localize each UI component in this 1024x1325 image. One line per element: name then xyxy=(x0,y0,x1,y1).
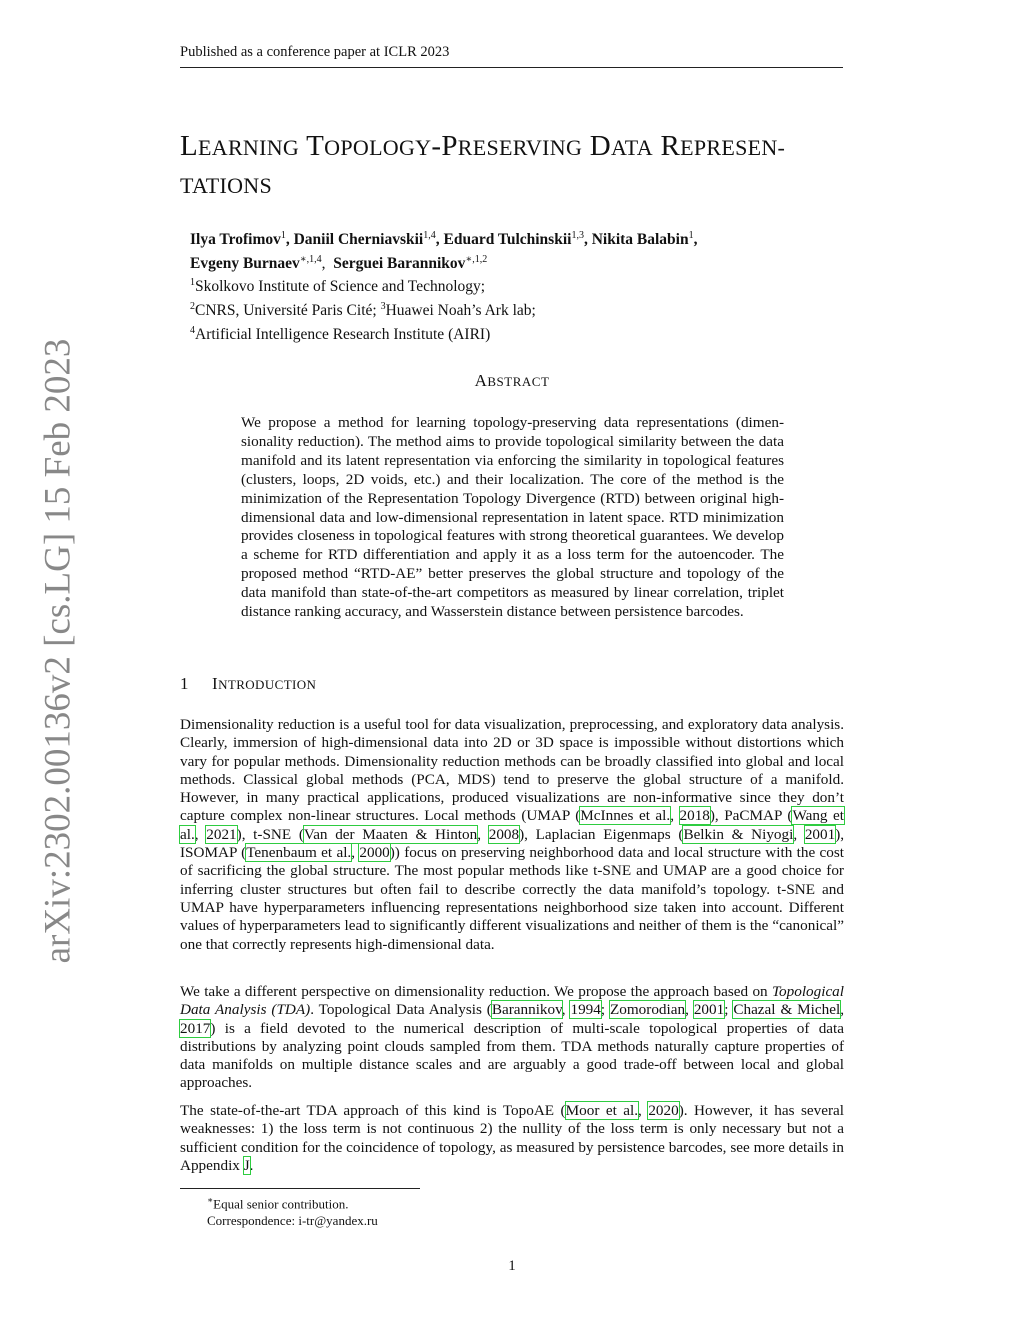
title-word: TATIONS xyxy=(180,173,273,198)
running-header: Published as a conference paper at ICLR 2023 xyxy=(180,44,843,68)
footnote-line: ∗Equal senior contribution. xyxy=(207,1195,349,1212)
page-number: 1 xyxy=(508,1258,516,1274)
citation-link[interactable]: 2020 xyxy=(648,1102,679,1119)
intro-paragraph-3: The state-of-the-art TDA approach of this kind is TopoAE (Moor et al., 2020). However, it has several weaknesses: 1) the loss term is not continuous 2) the nullity of the loss term is only necessary but not a sufficient condition for the coincidence of topology, as measured by persistence barcodes, see more details in Appendix J. xyxy=(180,1102,844,1174)
title-word: REPRESEN- xyxy=(660,130,786,162)
citation-link[interactable]: 2001 xyxy=(693,1001,725,1019)
author-line: Ilya Trofimov$^1$, Daniil Cherniavskii$^{1,4}$, Eduard Tulchinskii$^{1,3}$, Nikita Balabin$^1$, xyxy=(190,230,698,249)
citation-link[interactable]: 1994 xyxy=(570,1001,601,1019)
abstract-text: We propose a method for learning topology-preserving data representations (dimensionality reduction). The method aims to provide topological similarity between the data manifold and its latent representation via enforcing the similarity in topological features (clusters, loops, 2D voids, etc.) and their localization. The core of the method is the minimization of the Representation Topology Divergence (RTD) between original high-dimensional data and low-dimensional representation in latent space. RTD minimization provides closeness in topological features with strong theoretical guarantees. We develop a scheme for RTD differentiation and apply it as a loss term for the autoencoder. The proposed method “RTD-AE” better preserves the global structure and topology of the data manifold than state-of-the-art competitors as measured by linear correlation, triplet distance ranking accuracy, and Wasserstein distance between persistence barcodes. xyxy=(241,414,784,621)
citation-link[interactable]: Belkin & Niyogi xyxy=(683,825,794,843)
citation-link[interactable]: Van der Maaten & Hinton xyxy=(303,825,478,843)
arxiv-sidebar-stamp: arXiv:2302.00136v2 [cs.LG] 15 Feb 2023 xyxy=(37,338,79,964)
citation-link[interactable]: 2021 xyxy=(206,825,237,843)
citation-link[interactable]: Chazal & Michel xyxy=(733,1001,841,1019)
citation-link[interactable]: Zomorodian xyxy=(610,1001,686,1019)
citation-link[interactable]: 2000 xyxy=(359,844,390,862)
footnote-line: Correspondence: i-tr@yandex.ru xyxy=(207,1213,378,1229)
affiliation: $^1$Skolkovo Institute of Science and Technology; xyxy=(190,277,486,296)
citation-link[interactable]: 2017 xyxy=(180,1019,211,1037)
citation-link[interactable]: 2018 xyxy=(679,807,710,825)
affiliation: $^4$Artificial Intelligence Research Institute (AIRI) xyxy=(190,324,491,343)
title-word: TOPOLOGY-PRESERVING xyxy=(306,130,583,162)
citation-link[interactable]: 2008 xyxy=(488,825,520,843)
intro-paragraph-2: We take a different perspective on dimensionality reduction. We propose the approach based on Topological Data Analysis (TDA). Topological Data Analysis (Barannikov, 1994; Zomorodian, 2001; Chazal & Michel, 2017) is a field devoted to the numerical description of multi-scale topological properties of data distributions by analyzing point clouds sampled from them. TDA methods naturally capture properties of data manifolds on multiple distance scales and are arguably a good trade-off between local and global approaches. xyxy=(180,983,844,1092)
author-line: Evgeny Burnaev$^{∗,1,4}$, Serguei Barannikov$^{∗,1,2}$ xyxy=(190,253,488,272)
citation-link[interactable]: McInnes et al. xyxy=(580,807,671,825)
footnote xyxy=(207,1192,378,1229)
abstract-heading: ABSTRACT xyxy=(474,371,550,390)
affiliation: $^2$CNRS, Université Paris Cité; $^3$Huawei Noah’s Ark lab; xyxy=(190,300,536,320)
title-word: DATA xyxy=(589,130,653,162)
section-heading-introduction: 1 INTRODUCTION xyxy=(180,674,317,693)
citation-link[interactable]: 2001 xyxy=(804,825,836,843)
citation-link[interactable]: Tenenbaum et al. xyxy=(246,844,352,862)
citation-link[interactable]: Barannikov xyxy=(491,1001,562,1019)
intro-paragraph-1: Dimensionality reduction is a useful tool for data visualization, preprocessing, and exploratory data analysis. Clearly, immersion of high-dimensional data into 2D or 3D space is impossible without distortions which vary for popular methods. Dimensionality reduction methods can be broadly classified into global and local methods. Classical global methods (PCA, MDS) tend to preserve the global structure of a manifold. However, in many practical applications, produced visualizations are non-informative since they don’t capture complex non-linear structures. Local methods (UMAP (McInnes et al., 2018), PaCMAP (Wang et al., 2021), t-SNE (Van der Maaten & Hinton, 2008), Laplacian Eigenmaps (Belkin & Niyogi, 2001), ISOMAP (Tenenbaum et al., 2000)) focus on preserving neighborhood data and local structure with the cost of sacrificing the global structure. The most popular methods like t-SNE and UMAP are a good choice for inferring cluster structures but often fail to describe correctly the data manifold’s topology. t-SNE and UMAP have hyperparameters influencing representations neighborhood size taken into account. Different values of hyperparameters lead to significantly different visualizations and neither of them is the “canonical” one that correctly represents high-dimensional data. xyxy=(180,716,845,953)
appendix-link[interactable]: J xyxy=(243,1156,250,1174)
citation-link[interactable]: Moor et al. xyxy=(565,1102,639,1119)
author-block xyxy=(190,226,830,344)
title-word: LEARNING xyxy=(180,130,300,162)
footnote-rule xyxy=(180,1188,420,1189)
citation-link[interactable]: Wang et al. xyxy=(180,807,845,843)
paper-title xyxy=(180,128,860,204)
